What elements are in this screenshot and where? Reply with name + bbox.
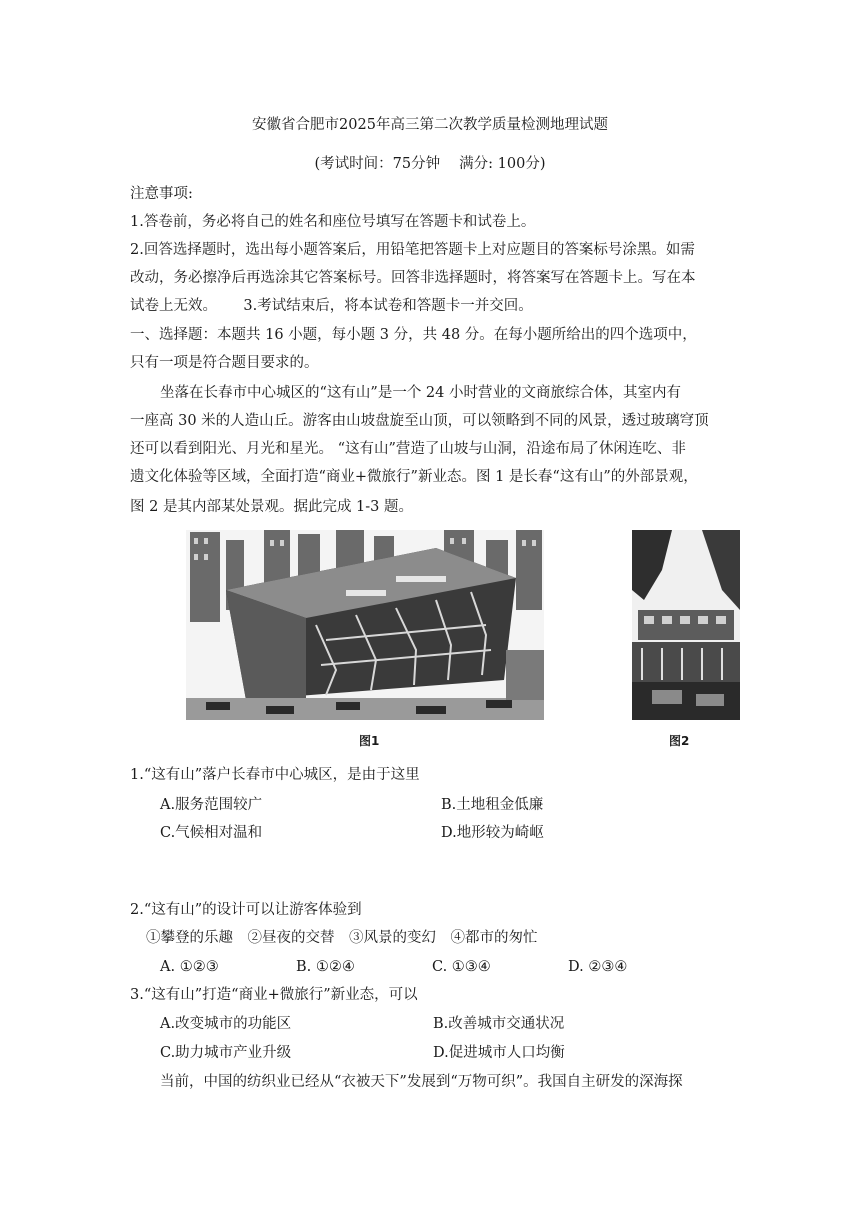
question-3-option-a: A.改变城市的功能区: [160, 1016, 292, 1032]
notice-line: 1.答卷前，务必将自己的姓名和座位号填写在答题卡和试卷上。: [130, 214, 536, 230]
passage-line: 当前，中国的纺织业已经从“衣被天下”发展到“万物可织”。我国自主研发的深海探: [160, 1074, 683, 1090]
notice-line: 改动，务必擦净后再选涂其它答案标号。回答非选择题时，将答案写在答题卡上。写在本: [130, 270, 696, 286]
notice-line: 试卷上无效。 3.考试结束后，将本试卷和答题卡一并交回。: [130, 298, 533, 314]
question-2-option-a: A. ①②③: [160, 959, 219, 975]
figure-1-image: [186, 530, 544, 720]
section-heading: 只有一项是符合题目要求的。: [130, 355, 319, 371]
question-2-option-c: C. ①③④: [432, 959, 491, 975]
exam-info: (考试时间：75分钟 满分: 100分): [314, 156, 546, 172]
question-2-option-d: D. ②③④: [568, 959, 628, 975]
question-1-option-c: C.气候相对温和: [160, 825, 263, 841]
question-2-items: ①攀登的乐趣 ②昼夜的交替 ③风景的变幻 ④都市的匆忙: [146, 930, 538, 946]
figure-2-caption: 图2: [669, 734, 690, 748]
question-1-option-b: B.土地租金低廉: [441, 797, 544, 813]
section-heading: 一、选择题：本题共 16 小题，每小题 3 分，共 48 分。在每小题所给出的四个选项中，: [130, 327, 697, 343]
question-1-stem: 1.“这有山”落户长春市中心城区，是由于这里: [130, 767, 420, 783]
page-title: 安徽省合肥市2025年高三第二次教学质量检测地理试题: [252, 117, 608, 133]
question-2-option-b: B. ①②④: [296, 959, 355, 975]
notice-line: 2.回答选择题时，选出每小题答案后，用铅笔把答题卡上对应题目的答案标号涂黑。如需: [130, 242, 695, 258]
question-3-option-d: D.促进城市人口均衡: [433, 1045, 565, 1061]
question-3-stem: 3.“这有山”打造“商业+微旅行”新业态，可以: [130, 987, 418, 1003]
question-3-option-b: B.改善城市交通状况: [433, 1016, 565, 1032]
passage-line: 遗文化体验等区域，全面打造“商业+微旅行”新业态。图 1 是长春“这有山”的外部景观，: [130, 469, 698, 485]
figure-2-image: [632, 530, 740, 720]
question-1-option-d: D.地形较为崎岖: [441, 825, 544, 841]
passage-line: 一座高 30 米的人造山丘。游客由山坡盘旋至山顶，可以领略到不同的风景，透过玻璃穹顶: [130, 413, 709, 429]
passage-line: 图 2 是其内部某处景观。据此完成 1-3 题。: [130, 499, 414, 515]
passage-line: 坐落在长春市中心城区的“这有山”是一个 24 小时营业的文商旅综合体，其室内有: [160, 385, 681, 401]
notice-heading: 注意事项:: [130, 186, 193, 202]
passage-line: 还可以看到阳光、月光和星光。 “这有山”营造了山坡与山洞，沿途布局了休闲连吃、非: [130, 441, 686, 457]
question-1-option-a: A.服务范围较广: [160, 797, 263, 813]
question-2-stem: 2.“这有山”的设计可以让游客体验到: [130, 902, 362, 918]
figure-1-caption: 图1: [359, 734, 380, 748]
question-3-option-c: C.助力城市产业升级: [160, 1045, 292, 1061]
